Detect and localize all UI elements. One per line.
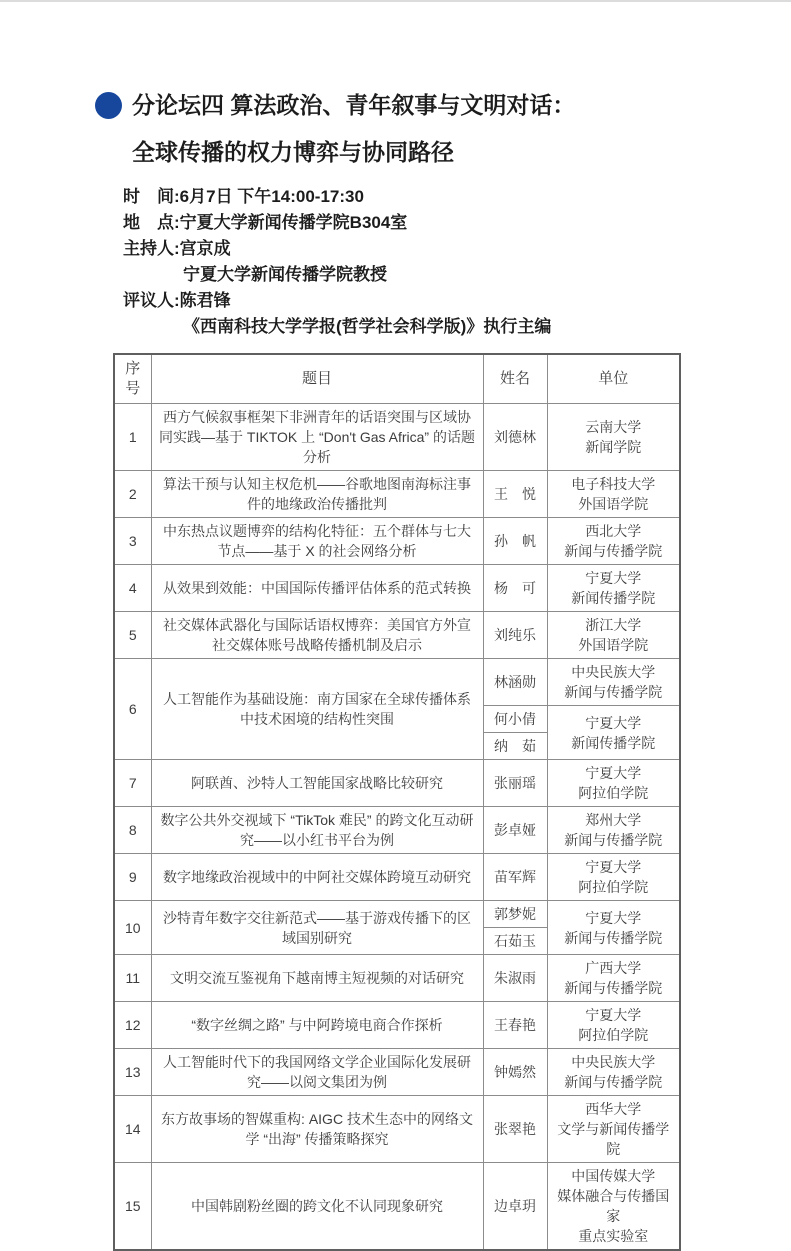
host-affiliation-line bbox=[123, 262, 791, 288]
section-bullet-icon bbox=[95, 92, 122, 119]
affiliation-line: 新闻与传播学院 bbox=[564, 980, 663, 996]
affiliation-line: 重点实验室 bbox=[578, 1228, 649, 1244]
affiliation-line: 新闻传播学院 bbox=[571, 734, 656, 751]
presenter-name-cell: 孙 帆 bbox=[483, 518, 547, 565]
presenter-name-cell: 石茹玉 bbox=[483, 928, 547, 955]
presenter-name-cell: 郭梦妮 bbox=[483, 901, 547, 928]
presenter-name-cell: 刘德林 bbox=[483, 404, 547, 471]
affiliation-line: 新闻与传播学院 bbox=[564, 1074, 663, 1090]
table-row bbox=[114, 471, 680, 518]
table-row bbox=[114, 854, 680, 901]
paper-title-cell: 中国韩剧粉丝圈的跨文化不认同现象研究 bbox=[151, 1163, 483, 1251]
paper-title-cell: 算法干预与认知主权危机——谷歌地图南海标注事件的地缘政治传播批判 bbox=[151, 471, 483, 518]
session-time-line bbox=[123, 184, 791, 210]
paper-title-cell: 数字地缘政治视域中的中阿社交媒体跨境互动研究 bbox=[151, 854, 483, 901]
host-name: 宫京成 bbox=[179, 239, 231, 258]
section-title-line1: 分论坛四 算法政治、青年叙事与文明对话： bbox=[132, 92, 576, 118]
row-number-cell: 13 bbox=[114, 1049, 151, 1096]
affiliation-line: 文学与新闻传播学院 bbox=[557, 1121, 670, 1157]
column-header-title: 题目 bbox=[151, 354, 483, 404]
affiliation-line: 新闻与传播学院 bbox=[564, 832, 663, 848]
table-row bbox=[114, 1163, 680, 1251]
presenter-name-cell: 钟嫣然 bbox=[483, 1049, 547, 1096]
paper-title-cell: 文明交流互鉴视角下越南博主短视频的对话研究 bbox=[151, 955, 483, 1002]
presenter-name-cell: 何小倩 bbox=[483, 706, 547, 733]
time-value: 6月7日 下午14:00-17:30 bbox=[179, 187, 364, 206]
paper-title-cell: 中东热点议题博弈的结构化特征：五个群体与七大节点——基于 X 的社会网络分析 bbox=[151, 518, 483, 565]
row-number-cell: 1 bbox=[114, 404, 151, 471]
affiliation-line: 宁夏大学 bbox=[585, 859, 642, 875]
row-number-cell: 5 bbox=[114, 612, 151, 659]
affiliation-line: 新闻与传播学院 bbox=[564, 684, 663, 700]
affiliation-line: 阿拉伯学院 bbox=[578, 879, 649, 895]
presenter-name-cell: 苗军辉 bbox=[483, 854, 547, 901]
reviewer-label: 评议人: bbox=[123, 291, 180, 310]
row-number-cell: 8 bbox=[114, 807, 151, 854]
table-row bbox=[114, 1049, 680, 1096]
presenter-name-cell: 边卓玥 bbox=[483, 1163, 547, 1251]
conference-program-page bbox=[0, 2, 791, 1251]
row-number-cell: 10 bbox=[114, 901, 151, 955]
affiliation-line: 宁夏大学 bbox=[585, 1007, 642, 1023]
paper-title-cell: 西方气候叙事框架下非洲青年的话语突围与区域协同实践—基于 TIKTOK 上 “Don't Gas Africa” 的话题分析 bbox=[151, 404, 483, 471]
affiliation-line: 郑州大学 bbox=[585, 812, 642, 828]
paper-title-cell: 数字公共外交视域下 “TikTok 难民” 的跨文化互动研究——以小红书平台为例 bbox=[151, 807, 483, 854]
affiliation-cell bbox=[547, 612, 680, 659]
host-affiliation: 宁夏大学新闻传播学院教授 bbox=[183, 265, 387, 284]
affiliation-cell bbox=[547, 901, 680, 955]
table-row bbox=[114, 1002, 680, 1049]
presenter-name-cell: 纳 茹 bbox=[483, 733, 547, 760]
reviewer-affiliation: 《西南科技大学学报(哲学社会科学版)》执行主编 bbox=[183, 317, 552, 336]
affiliation-line: 广西大学 bbox=[585, 960, 642, 976]
row-number-cell: 6 bbox=[114, 659, 151, 760]
place-value: 宁夏大学新闻传播学院B304室 bbox=[179, 213, 408, 232]
paper-title-cell: 社交媒体武器化与国际话语权博弈：美国官方外宣社交媒体账号战略传播机制及启示 bbox=[151, 612, 483, 659]
row-number-cell: 4 bbox=[114, 565, 151, 612]
reviewer-name: 陈君锋 bbox=[179, 291, 231, 310]
column-header-unit: 单位 bbox=[547, 354, 680, 404]
affiliation-line: 宁夏大学 bbox=[585, 909, 642, 926]
affiliation-cell bbox=[547, 854, 680, 901]
paper-title-cell: 沙特青年数字交往新范式——基于游戏传播下的区域国别研究 bbox=[151, 901, 483, 955]
table-row bbox=[114, 955, 680, 1002]
affiliation-line: 宁夏大学 bbox=[585, 765, 642, 781]
table-row bbox=[114, 518, 680, 565]
presenter-name-cell: 张翠艳 bbox=[483, 1096, 547, 1163]
program-table-body bbox=[114, 404, 680, 1251]
affiliation-line: 宁夏大学 bbox=[585, 570, 642, 586]
table-row bbox=[114, 565, 680, 612]
presenter-name-cell: 杨 可 bbox=[483, 565, 547, 612]
affiliation-line: 中国传媒大学 bbox=[571, 1168, 656, 1184]
affiliation-line: 新闻与传播学院 bbox=[564, 929, 663, 946]
affiliation-line: 阿拉伯学院 bbox=[578, 785, 649, 801]
affiliation-line: 西北大学 bbox=[585, 523, 642, 539]
row-number-cell: 15 bbox=[114, 1163, 151, 1251]
row-number-cell: 12 bbox=[114, 1002, 151, 1049]
table-row bbox=[114, 612, 680, 659]
row-number-cell: 14 bbox=[114, 1096, 151, 1163]
time-label: 时 间: bbox=[123, 187, 180, 206]
table-row bbox=[114, 1096, 680, 1163]
host-label: 主持人: bbox=[123, 239, 180, 258]
affiliation-cell bbox=[547, 404, 680, 471]
affiliation-line: 浙江大学 bbox=[585, 617, 642, 633]
table-row bbox=[114, 760, 680, 807]
affiliation-line: 宁夏大学 bbox=[585, 714, 642, 731]
place-label: 地 点: bbox=[123, 213, 180, 232]
affiliation-line: 新闻传播学院 bbox=[571, 590, 656, 606]
paper-title-cell: 阿联酋、沙特人工智能国家战略比较研究 bbox=[151, 760, 483, 807]
column-header-number: 序号 bbox=[114, 354, 151, 404]
affiliation-line: 中央民族大学 bbox=[571, 664, 656, 680]
affiliation-line: 新闻学院 bbox=[585, 439, 642, 455]
affiliation-line: 西华大学 bbox=[585, 1101, 642, 1117]
affiliation-cell bbox=[547, 807, 680, 854]
affiliation-line: 新闻与传播学院 bbox=[564, 543, 663, 559]
affiliation-cell bbox=[547, 565, 680, 612]
session-host-line bbox=[123, 236, 791, 262]
affiliation-line: 云南大学 bbox=[585, 419, 642, 435]
reviewer-affiliation-line bbox=[123, 314, 791, 340]
affiliation-cell bbox=[547, 760, 680, 807]
row-number-cell: 9 bbox=[114, 854, 151, 901]
affiliation-cell bbox=[547, 659, 680, 706]
paper-title-cell: 人工智能作为基础设施：南方国家在全球传播体系中技术困境的结构性突围 bbox=[151, 659, 483, 760]
presenter-name-cell: 刘纯乐 bbox=[483, 612, 547, 659]
affiliation-line: 电子科技大学 bbox=[571, 476, 656, 492]
header-row bbox=[114, 354, 680, 404]
table-row bbox=[114, 659, 680, 706]
paper-title-cell: 东方故事场的智媒重构: AIGC 技术生态中的网络文学 “出海” 传播策略探究 bbox=[151, 1096, 483, 1163]
session-info-block bbox=[123, 184, 791, 340]
table-row bbox=[114, 807, 680, 854]
affiliation-cell bbox=[547, 706, 680, 760]
paper-title-cell: “数字丝绸之路” 与中阿跨境电商合作探析 bbox=[151, 1002, 483, 1049]
paper-title-cell: 从效果到效能：中国国际传播评估体系的范式转换 bbox=[151, 565, 483, 612]
affiliation-cell bbox=[547, 1049, 680, 1096]
table-row bbox=[114, 901, 680, 928]
presenter-name-cell: 朱淑雨 bbox=[483, 955, 547, 1002]
paper-title-cell: 人工智能时代下的我国网络文学企业国际化发展研究——以阅文集团为例 bbox=[151, 1049, 483, 1096]
affiliation-cell bbox=[547, 1163, 680, 1251]
program-table-header bbox=[114, 354, 680, 404]
affiliation-line: 中央民族大学 bbox=[571, 1054, 656, 1070]
program-table bbox=[113, 353, 681, 1251]
presenter-name-cell: 王 悦 bbox=[483, 471, 547, 518]
section-title-line2: 全球传播的权力博弈与协同路径 bbox=[132, 139, 454, 165]
affiliation-line: 阿拉伯学院 bbox=[578, 1027, 649, 1043]
row-number-cell: 3 bbox=[114, 518, 151, 565]
presenter-name-cell: 张丽瑶 bbox=[483, 760, 547, 807]
column-header-name: 姓名 bbox=[483, 354, 547, 404]
presenter-name-cell: 王春艳 bbox=[483, 1002, 547, 1049]
row-number-cell: 7 bbox=[114, 760, 151, 807]
affiliation-line: 外国语学院 bbox=[578, 637, 649, 653]
row-number-cell: 2 bbox=[114, 471, 151, 518]
section-title-block bbox=[95, 90, 791, 167]
table-row bbox=[114, 404, 680, 471]
affiliation-cell bbox=[547, 1002, 680, 1049]
affiliation-line: 媒体融合与传播国家 bbox=[557, 1188, 670, 1224]
affiliation-line: 外国语学院 bbox=[578, 496, 649, 512]
presenter-name-cell: 林涵勋 bbox=[483, 659, 547, 706]
presenter-name-cell: 彭卓娅 bbox=[483, 807, 547, 854]
affiliation-cell bbox=[547, 518, 680, 565]
row-number-cell: 11 bbox=[114, 955, 151, 1002]
affiliation-cell bbox=[547, 955, 680, 1002]
affiliation-cell bbox=[547, 471, 680, 518]
session-place-line bbox=[123, 210, 791, 236]
affiliation-cell bbox=[547, 1096, 680, 1163]
session-reviewer-line bbox=[123, 288, 791, 314]
